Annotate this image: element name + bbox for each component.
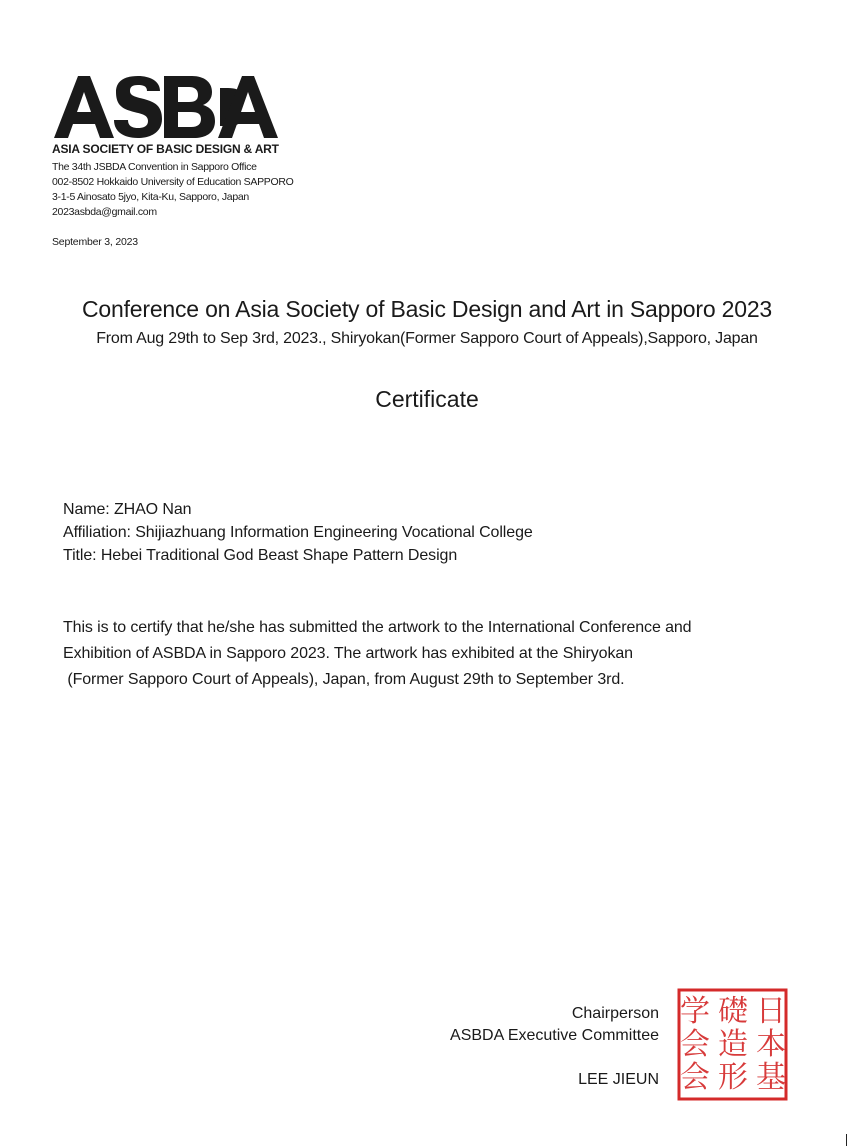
address-line-1: The 34th JSBDA Convention in Sapporo Office [52, 161, 257, 173]
seal-glyph: 造 [718, 1027, 748, 1062]
recipient-affiliation: Affiliation: Shijiazhuang Information Engineering Vocational College [63, 524, 533, 541]
seal-glyph: 本 [756, 1027, 786, 1062]
org-name: ASIA SOCIETY OF BASIC DESIGN & ART [52, 142, 279, 156]
email-line: 2023asbda@gmail.com [52, 206, 157, 218]
seal-glyph: 会 [680, 1060, 710, 1095]
official-seal-stamp [676, 987, 789, 1102]
seal-glyph: 学 [680, 994, 710, 1029]
letter-date: September 3, 2023 [52, 236, 138, 248]
address-line-3: 3-1-5 Ainosato 5jyo, Kita-Ku, Sapporo, Japan [52, 191, 249, 203]
seal-glyph: 日 [756, 994, 786, 1029]
certify-text-line-3: (Former Sapporo Court of Appeals), Japan, from August 29th to September 3rd. [63, 671, 625, 688]
recipient-artwork-title: Title: Hebei Traditional God Beast Shape Pattern Design [63, 547, 458, 564]
signatory-name: LEE JIEUN [578, 1071, 659, 1088]
seal-glyph: 礎 [718, 994, 748, 1029]
seal-glyph: 形 [718, 1060, 748, 1095]
certify-text-line-2: Exhibition of ASBDA in Sapporo 2023. The artwork has exhibited at the Shiryokan [63, 645, 633, 662]
asbda-logo [52, 74, 278, 140]
signatory-committee: ASBDA Executive Committee [450, 1027, 659, 1044]
seal-glyph: 基 [756, 1060, 786, 1095]
conference-subtitle: From Aug 29th to Sep 3rd, 2023., Shiryokan(Former Sapporo Court of Appeals),Sapporo, Japan [96, 330, 758, 347]
conference-title: Conference on Asia Society of Basic Design and Art in Sapporo 2023 [81, 296, 773, 322]
address-line-2: 002-8502 Hokkaido University of Education SAPPORO [52, 176, 294, 188]
certify-text-line-1: This is to certify that he/she has submitted the artwork to the International Conference and [63, 619, 692, 636]
recipient-name: Name: ZHAO Nan [63, 501, 192, 518]
certificate-heading: Certificate [375, 386, 479, 412]
edge-mark [846, 1134, 847, 1146]
seal-glyph: 会 [680, 1027, 710, 1062]
signatory-role: Chairperson [571, 1005, 659, 1022]
